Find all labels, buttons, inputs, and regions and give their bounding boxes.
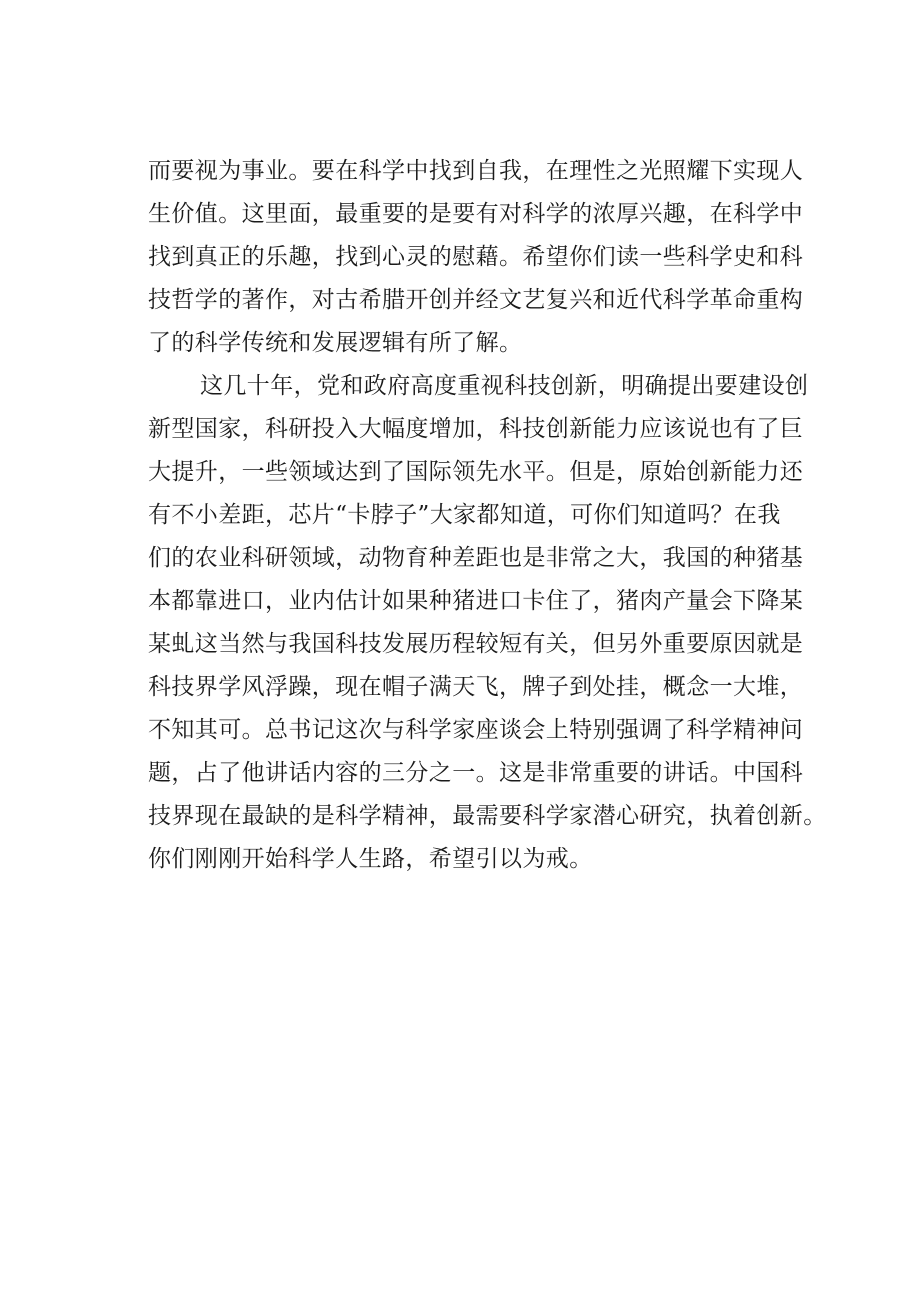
text-line: 们的农业科研领域，动物育种差距也是非常之大，我国的种猪基 <box>148 545 804 571</box>
body-text <box>148 150 827 881</box>
text-line: 科技界学风浮躁，现在帽子满天飞，牌子到处挂，概念一大堆， <box>148 674 804 700</box>
text-line: 这几十年，党和政府高度重视科技创新，明确提出要建设创 <box>200 373 809 399</box>
text-line: 大提升，一些领域达到了国际领先水平。但是，原始创新能力还 <box>148 459 804 485</box>
text-line: 新型国家，科研投入大幅度增加，科技创新能力应该说也有了巨 <box>148 416 804 442</box>
text-line: 某虬这当然与我国科技发展历程较短有关，但另外重要原因就是 <box>148 631 804 657</box>
text-line: 题，占了他讲话内容的三分之一。这是非常重要的讲话。中国科 <box>148 760 804 786</box>
text-line: 有不小差距，芯片“卡脖子”大家都知道，可你们知道吗？在我 <box>148 502 781 528</box>
text-line: 技哲学的著作，对古希腊开创并经文艺复兴和近代科学革命重构 <box>148 287 804 313</box>
text-line: 生价值。这里面，最重要的是要有对科学的浓厚兴趣，在科学中 <box>148 201 804 227</box>
text-line: 了的科学传统和发展逻辑有所了解。 <box>148 330 523 356</box>
text-line: 找到真正的乐趣，找到心灵的慰藉。希望你们读一些科学史和科 <box>148 244 804 270</box>
text-line: 你们刚刚开始科学人生路，希望引以为戒。 <box>148 846 593 872</box>
paragraph-2 <box>148 365 827 881</box>
text-line: 本都靠进口，业内估计如果种猪进口卡住了，猪肉产量会下降某 <box>148 588 804 614</box>
text-line: 技界现在最缺的是科学精神，最需要科学家潜心研究，执着创新。 <box>148 803 827 829</box>
text-line: 不知其可。总书记这次与科学家座谈会上特别强调了科学精神问 <box>148 717 804 743</box>
paragraph-1 <box>148 150 804 365</box>
text-line: 而要视为事业。要在科学中找到自我，在理性之光照耀下实现人 <box>148 158 804 184</box>
